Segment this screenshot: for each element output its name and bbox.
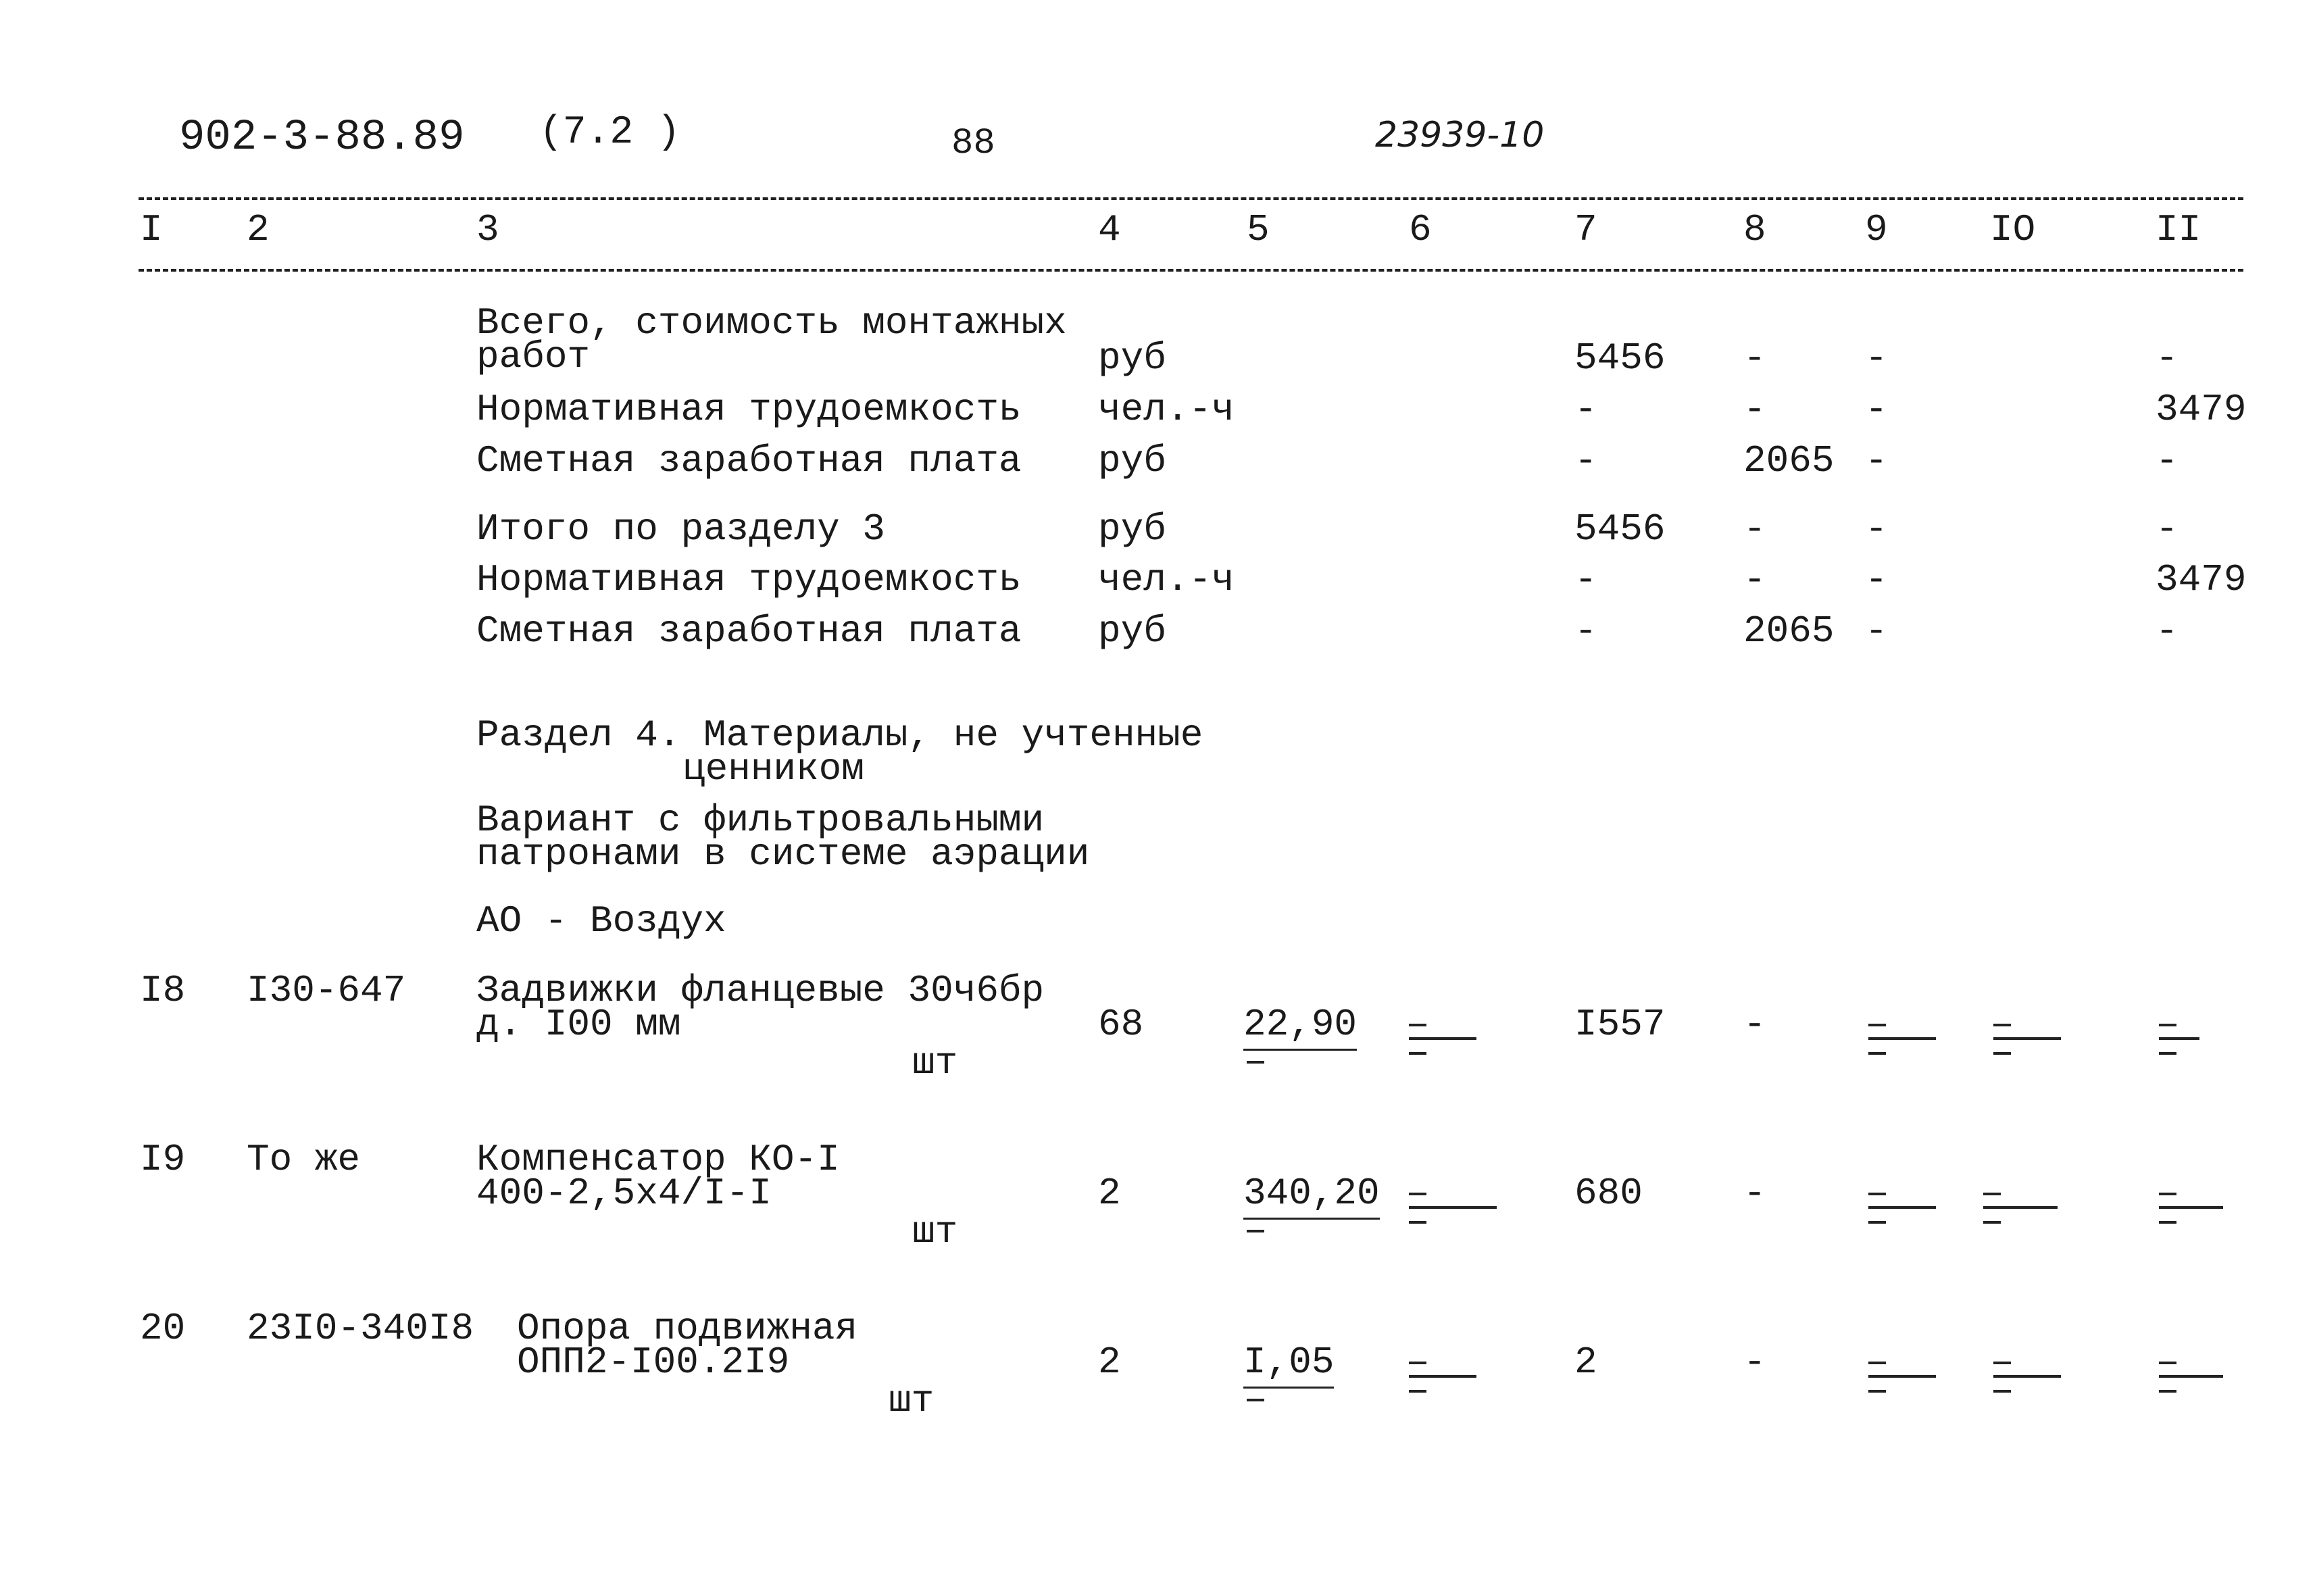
price-sub-dash (1247, 1230, 1264, 1232)
item-unit-price (1243, 1003, 1358, 1046)
item-col8: - (1743, 1172, 1766, 1215)
item-name-line2: ОПП2-I00.2I9 (517, 1341, 790, 1384)
item-quantity: 68 (1098, 1003, 1144, 1046)
total-installation-col7: 5456 (1574, 336, 1666, 380)
column-header-6: 6 (1409, 208, 1432, 251)
item-unit-price-value: I,05 (1243, 1341, 1334, 1389)
item-col8: - (1743, 1003, 1766, 1046)
labor-intensity-col7: - (1574, 388, 1597, 431)
item-name-line1: Опора подвижная (517, 1307, 858, 1350)
column-header-3: 3 (476, 208, 499, 251)
section3-wages-col11: - (2156, 609, 2179, 653)
album-number: (7.2 ) (539, 111, 680, 155)
section3-labor-col11: 3479 (2156, 558, 2247, 601)
section3-labor-label: Нормативная трудоемкость (476, 558, 1022, 601)
column-header-9: 9 (1865, 208, 1888, 251)
labor-intensity-label: Нормативная трудоемкость (476, 388, 1022, 431)
total-installation-col11: - (2156, 336, 2179, 380)
column-header-4: 4 (1098, 208, 1121, 251)
item-unit: шт (889, 1379, 935, 1422)
labor-intensity-col11: 3479 (2156, 388, 2247, 431)
item-code: I30-647 (247, 969, 406, 1012)
section3-labor-col9: - (1865, 558, 1888, 601)
header-top-rule (139, 197, 2243, 200)
column-header-5: 5 (1247, 208, 1270, 251)
column-header-2: 2 (247, 208, 270, 251)
column-header-11: II (2156, 208, 2201, 251)
total-installation-unit: руб (1098, 336, 1166, 380)
item-number: I8 (140, 969, 186, 1012)
estimated-wages-label: Сметная заработная плата (476, 439, 1022, 482)
section3-wages-col7: - (1574, 609, 1597, 653)
variant-line2: патронами в системе аэрации (476, 832, 1090, 876)
section4-title-line1: Раздел 4. Материалы, не учтенные (476, 714, 1203, 757)
total-installation-col9: - (1865, 336, 1888, 380)
inventory-number: 23939-10 (1375, 115, 1545, 155)
column-header-8: 8 (1743, 208, 1766, 251)
item-quantity: 2 (1098, 1172, 1121, 1215)
item-unit: шт (912, 1210, 958, 1253)
item-quantity: 2 (1098, 1341, 1121, 1384)
item-name-line2: д. I00 мм (476, 1003, 681, 1046)
item-name-line1: Компенсатор КО-I (476, 1138, 840, 1181)
total-installation-label-line1: Всего, стоимость монтажных (476, 301, 1067, 345)
section3-total-col8: - (1743, 507, 1766, 551)
section3-total-col11: - (2156, 507, 2179, 551)
estimated-wages-unit: руб (1098, 439, 1166, 482)
section3-total-label: Итого по разделу 3 (476, 507, 885, 551)
item-unit-price-value: 22,90 (1243, 1003, 1357, 1051)
document-code: 902-3-88.89 (179, 114, 465, 162)
section3-labor-col8: - (1743, 558, 1766, 601)
column-header-7: 7 (1574, 208, 1597, 251)
estimated-wages-col7: - (1574, 439, 1597, 482)
item-unit-price-value: 340,20 (1243, 1172, 1380, 1220)
item-unit-price (1243, 1341, 1335, 1384)
group-heading: АО - Воздух (476, 899, 726, 943)
labor-intensity-col8: - (1743, 388, 1766, 431)
labor-intensity-col9: - (1865, 388, 1888, 431)
item-number: 20 (140, 1307, 186, 1350)
item-total: 2 (1574, 1341, 1597, 1384)
section4-title-line2: ценником (682, 747, 864, 791)
section3-total-unit: руб (1098, 507, 1166, 551)
item-number: I9 (140, 1138, 186, 1181)
estimated-wages-col9: - (1865, 439, 1888, 482)
section3-total-col9: - (1865, 507, 1888, 551)
estimated-wages-col8: 2065 (1743, 439, 1835, 482)
price-sub-dash (1247, 1061, 1264, 1064)
page-number: 88 (951, 123, 995, 164)
price-sub-dash (1247, 1399, 1264, 1401)
section3-labor-unit: чел.-ч (1098, 558, 1235, 601)
header-bottom-rule (139, 269, 2243, 272)
item-col8: - (1743, 1341, 1766, 1384)
item-unit: шт (912, 1041, 958, 1084)
variant-line1: Вариант с фильтровальными (476, 799, 1045, 842)
labor-intensity-unit: чел.-ч (1098, 388, 1235, 431)
column-header-1: I (140, 208, 163, 251)
section3-labor-col7: - (1574, 558, 1597, 601)
section3-wages-label: Сметная заработная плата (476, 609, 1022, 653)
section3-wages-unit: руб (1098, 609, 1166, 653)
section3-wages-col9: - (1865, 609, 1888, 653)
column-header-10: IO (1990, 208, 2036, 251)
item-total: I557 (1574, 1003, 1666, 1046)
item-total: 680 (1574, 1172, 1643, 1215)
item-name-line1: Задвижки фланцевые 30ч6бр (476, 969, 1045, 1012)
item-code: 23I0-340I8 (247, 1307, 474, 1350)
item-code: То же (247, 1138, 361, 1181)
estimated-wages-col11: - (2156, 439, 2179, 482)
section3-wages-col8: 2065 (1743, 609, 1835, 653)
total-installation-col8: - (1743, 336, 1766, 380)
item-name-line2: 400-2,5х4/I-I (476, 1172, 772, 1215)
item-unit-price (1243, 1172, 1380, 1215)
section3-total-col7: 5456 (1574, 507, 1666, 551)
total-installation-label-line2: работ (476, 335, 591, 378)
